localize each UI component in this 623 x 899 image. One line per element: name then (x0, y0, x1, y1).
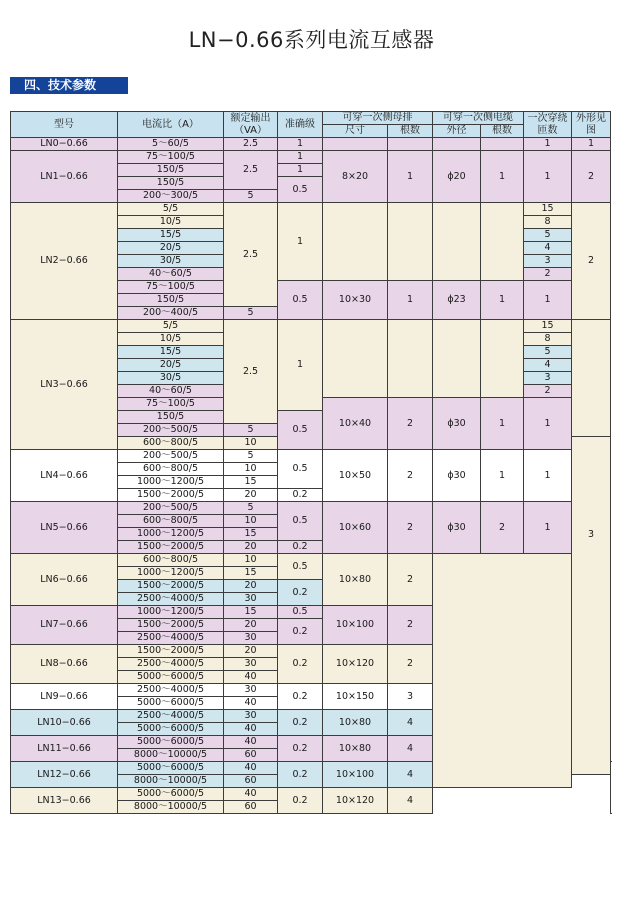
blank-cell (572, 320, 611, 437)
output-cell: 5 (224, 424, 278, 437)
ratio-cell: 2500～4000/5 (118, 710, 224, 723)
busbar-count-cell: 1 (388, 281, 433, 320)
turns-cell: 5 (524, 346, 572, 359)
busbar-count-cell: 2 (388, 645, 433, 684)
ratio-cell: 200～300/5 (118, 190, 224, 203)
busbar-count-cell: 3 (388, 684, 433, 710)
ratio-cell: 200～500/5 (118, 450, 224, 463)
header-rated-output: 额定输出（VA） (224, 112, 278, 138)
output-cell: 20 (224, 645, 278, 658)
ratio-cell: 600～800/5 (118, 554, 224, 567)
fig-cell: 1 (572, 138, 611, 151)
header-cable-count: 根数 (481, 125, 524, 138)
ratio-cell: 20/5 (118, 359, 224, 372)
header-busbar-count: 根数 (388, 125, 433, 138)
cable-count-cell: 1 (481, 450, 524, 502)
accuracy-cell: 0.5 (278, 177, 323, 203)
busbar-size-cell: 8×20 (323, 151, 388, 203)
busbar-count-cell: 2 (388, 398, 433, 450)
accuracy-cell: 0.5 (278, 554, 323, 580)
model-cell: LN6−0.66 (11, 554, 118, 606)
output-cell: 5 (224, 307, 278, 320)
header-busbar: 可穿一次侧母排 (323, 112, 433, 125)
ratio-cell: 1500～2000/5 (118, 619, 224, 632)
turns-cell: 2 (524, 268, 572, 281)
output-cell: 60 (224, 801, 278, 814)
output-cell: 10 (224, 554, 278, 567)
busbar-size-cell: 10×150 (323, 684, 388, 710)
accuracy-cell: 0.5 (278, 281, 323, 320)
output-cell: 2.5 (224, 203, 278, 307)
header-cable-diameter: 外径 (433, 125, 481, 138)
blank-cell (433, 320, 481, 398)
header-busbar-size: 尺寸 (323, 125, 388, 138)
accuracy-cell: 0.5 (278, 502, 323, 541)
model-cell: LN2−0.66 (11, 203, 118, 320)
ratio-cell: 10/5 (118, 333, 224, 346)
ratio-cell: 1000～1200/5 (118, 476, 224, 489)
cable-count-cell: 1 (481, 398, 524, 450)
turns-cell: 15 (524, 203, 572, 216)
ratio-cell: 1500～2000/5 (118, 645, 224, 658)
header-cable: 可穿一次侧电缆 (433, 112, 524, 125)
accuracy-cell: 0.2 (278, 684, 323, 710)
model-cell: LN5−0.66 (11, 502, 118, 554)
blank-cell (481, 138, 524, 151)
busbar-count-cell: 2 (388, 606, 433, 645)
blank-cell (388, 203, 433, 281)
page-title: LN−0.66系列电流互感器 (188, 28, 435, 52)
section-heading: 四、技术参数 (10, 77, 128, 94)
accuracy-cell: 0.2 (278, 762, 323, 788)
output-cell: 2.5 (224, 320, 278, 424)
ratio-cell: 1000～1200/5 (118, 528, 224, 541)
output-cell: 30 (224, 684, 278, 697)
ratio-cell: 5000～6000/5 (118, 736, 224, 749)
ratio-cell: 2500～4000/5 (118, 658, 224, 671)
busbar-size-cell: 10×40 (323, 398, 388, 450)
model-cell: LN11−0.66 (11, 736, 118, 762)
accuracy-cell: 0.5 (278, 411, 323, 450)
ratio-cell: 5/5 (118, 320, 224, 333)
busbar-count-cell: 2 (388, 554, 433, 606)
busbar-size-cell: 10×50 (323, 450, 388, 502)
turns-cell: 1 (524, 281, 572, 320)
turns-cell: 1 (524, 398, 572, 450)
turns-cell: 1 (524, 138, 572, 151)
ratio-cell: 30/5 (118, 372, 224, 385)
accuracy-cell: 0.2 (278, 541, 323, 554)
ratio-cell: 15/5 (118, 229, 224, 242)
blank-cell (388, 320, 433, 398)
model-cell: LN4−0.66 (11, 450, 118, 502)
model-cell: LN7−0.66 (11, 606, 118, 645)
accuracy-cell: 0.2 (278, 645, 323, 684)
output-cell: 20 (224, 619, 278, 632)
output-cell: 10 (224, 463, 278, 476)
ratio-cell: 2500～4000/5 (118, 593, 224, 606)
turns-cell: 3 (524, 372, 572, 385)
busbar-count-cell: 4 (388, 762, 433, 788)
output-cell: 40 (224, 671, 278, 684)
model-cell: LN10−0.66 (11, 710, 118, 736)
ratio-cell: 1500～2000/5 (118, 541, 224, 554)
ratio-cell: 600～800/5 (118, 463, 224, 476)
accuracy-cell: 0.2 (278, 619, 323, 645)
output-cell: 20 (224, 580, 278, 593)
accuracy-cell: 0.2 (278, 788, 323, 814)
turns-cell: 1 (524, 151, 572, 203)
output-cell: 20 (224, 541, 278, 554)
output-cell: 5 (224, 190, 278, 203)
model-cell: LN12−0.66 (11, 762, 118, 788)
accuracy-cell: 0.2 (278, 736, 323, 762)
model-cell: LN0−0.66 (11, 138, 118, 151)
blank-cell (433, 138, 481, 151)
output-cell: 10 (224, 515, 278, 528)
output-cell: 10 (224, 437, 278, 450)
ratio-cell: 200～400/5 (118, 307, 224, 320)
ratio-cell: 2500～4000/5 (118, 632, 224, 645)
blank-cell (481, 203, 524, 281)
output-cell: 2.5 (224, 151, 278, 190)
output-cell: 5 (224, 450, 278, 463)
model-cell: LN9−0.66 (11, 684, 118, 710)
output-cell: 15 (224, 567, 278, 580)
cable-count-cell: 2 (481, 502, 524, 554)
ratio-cell: 40～60/5 (118, 268, 224, 281)
turns-cell: 3 (524, 255, 572, 268)
ratio-cell: 8000～10000/5 (118, 801, 224, 814)
output-cell: 5 (224, 502, 278, 515)
ratio-cell: 5000～6000/5 (118, 762, 224, 775)
busbar-count-cell: 2 (388, 502, 433, 554)
ratio-cell: 5/5 (118, 203, 224, 216)
turns-cell: 2 (524, 385, 572, 398)
output-cell: 40 (224, 762, 278, 775)
fig-cell: 3 (572, 437, 611, 775)
blank-cell (481, 320, 524, 398)
ratio-cell: 1500～2000/5 (118, 580, 224, 593)
ratio-cell: 20/5 (118, 242, 224, 255)
busbar-size-cell: 10×80 (323, 710, 388, 736)
output-cell: 15 (224, 476, 278, 489)
fig-cell: 2 (572, 203, 611, 320)
ratio-cell: 10/5 (118, 216, 224, 229)
accuracy-cell: 1 (278, 164, 323, 177)
accuracy-cell: 0.2 (278, 710, 323, 736)
busbar-count-cell: 2 (388, 450, 433, 502)
ratio-cell: 150/5 (118, 294, 224, 307)
model-cell: LN13−0.66 (11, 788, 118, 814)
output-cell: 40 (224, 788, 278, 801)
ratio-cell: 15/5 (118, 346, 224, 359)
ratio-cell: 75～100/5 (118, 151, 224, 164)
busbar-count-cell: 4 (388, 710, 433, 736)
spec-table (10, 111, 610, 814)
ratio-cell: 75～100/5 (118, 281, 224, 294)
busbar-size-cell: 10×120 (323, 645, 388, 684)
output-cell: 30 (224, 593, 278, 606)
ratio-cell: 150/5 (118, 411, 224, 424)
ratio-cell: 5000～6000/5 (118, 723, 224, 736)
output-cell: 30 (224, 710, 278, 723)
accuracy-cell: 0.2 (278, 489, 323, 502)
output-cell: 30 (224, 658, 278, 671)
turns-cell: 1 (524, 450, 572, 502)
ratio-cell: 200～500/5 (118, 502, 224, 515)
model-cell: LN3−0.66 (11, 320, 118, 450)
header-model: 型号 (11, 112, 118, 138)
busbar-count-cell: 4 (388, 736, 433, 762)
busbar-count-cell: 1 (388, 151, 433, 203)
ratio-cell: 200～500/5 (118, 424, 224, 437)
busbar-size-cell: 10×80 (323, 736, 388, 762)
accuracy-cell: 1 (278, 320, 323, 411)
output-cell: 15 (224, 528, 278, 541)
blank-cell (323, 138, 388, 151)
output-cell: 40 (224, 736, 278, 749)
ratio-cell: 5000～6000/5 (118, 671, 224, 684)
accuracy-cell: 0.2 (278, 580, 323, 606)
cable-diameter-cell: ϕ20 (433, 151, 481, 203)
fig-cell: 2 (572, 151, 611, 203)
ratio-cell: 1000～1200/5 (118, 567, 224, 580)
header-ratio: 电流比（A） (118, 112, 224, 138)
header-accuracy: 准确级 (278, 112, 323, 138)
turns-cell: 4 (524, 242, 572, 255)
busbar-size-cell: 10×100 (323, 762, 388, 788)
output-cell: 30 (224, 632, 278, 645)
output-cell: 60 (224, 775, 278, 788)
blank-cell (433, 554, 572, 788)
output-cell: 40 (224, 697, 278, 710)
blank-cell (388, 138, 433, 151)
cable-count-cell: 1 (481, 151, 524, 203)
busbar-size-cell: 10×80 (323, 554, 388, 606)
output-cell: 20 (224, 489, 278, 502)
blank-cell (433, 203, 481, 281)
turns-cell: 8 (524, 216, 572, 229)
output-cell: 60 (224, 749, 278, 762)
ratio-cell: 40～60/5 (118, 385, 224, 398)
header-turns: 一次穿绕匝数 (524, 112, 572, 138)
busbar-size-cell: 10×30 (323, 281, 388, 320)
ratio-cell: 30/5 (118, 255, 224, 268)
model-cell: LN1−0.66 (11, 151, 118, 203)
model-cell: LN8−0.66 (11, 645, 118, 684)
busbar-size-cell: 10×100 (323, 606, 388, 645)
ratio-cell: 150/5 (118, 177, 224, 190)
ratio-cell: 1000～1200/5 (118, 606, 224, 619)
ratio-cell: 1500～2000/5 (118, 489, 224, 502)
accuracy-cell: 1 (278, 138, 323, 151)
cable-diameter-cell: ϕ30 (433, 502, 481, 554)
ratio-cell: 5～60/5 (118, 138, 224, 151)
ratio-cell: 5000～6000/5 (118, 697, 224, 710)
cable-count-cell: 1 (481, 281, 524, 320)
ratio-cell: 5000～6000/5 (118, 788, 224, 801)
cable-diameter-cell: ϕ30 (433, 398, 481, 450)
busbar-size-cell: 10×60 (323, 502, 388, 554)
cable-diameter-cell: ϕ23 (433, 281, 481, 320)
turns-cell: 15 (524, 320, 572, 333)
ratio-cell: 8000～10000/5 (118, 775, 224, 788)
ratio-cell: 8000～10000/5 (118, 749, 224, 762)
ratio-cell: 75～100/5 (118, 398, 224, 411)
accuracy-cell: 1 (278, 151, 323, 164)
turns-cell: 5 (524, 229, 572, 242)
blank-cell (323, 203, 388, 281)
cable-diameter-cell: ϕ30 (433, 450, 481, 502)
turns-cell: 1 (524, 502, 572, 554)
turns-cell: 4 (524, 359, 572, 372)
ratio-cell: 2500～4000/5 (118, 684, 224, 697)
ratio-cell: 600～800/5 (118, 437, 224, 450)
ratio-cell: 150/5 (118, 164, 224, 177)
output-cell: 40 (224, 723, 278, 736)
output-cell: 15 (224, 606, 278, 619)
accuracy-cell: 1 (278, 203, 323, 281)
busbar-size-cell: 10×120 (323, 788, 388, 814)
accuracy-cell: 0.5 (278, 606, 323, 619)
blank-cell (323, 320, 388, 398)
turns-cell: 8 (524, 333, 572, 346)
accuracy-cell: 0.5 (278, 450, 323, 489)
ratio-cell: 600～800/5 (118, 515, 224, 528)
busbar-count-cell: 4 (388, 788, 433, 814)
header-fig: 外形见图 (572, 112, 611, 138)
output-cell: 2.5 (224, 138, 278, 151)
